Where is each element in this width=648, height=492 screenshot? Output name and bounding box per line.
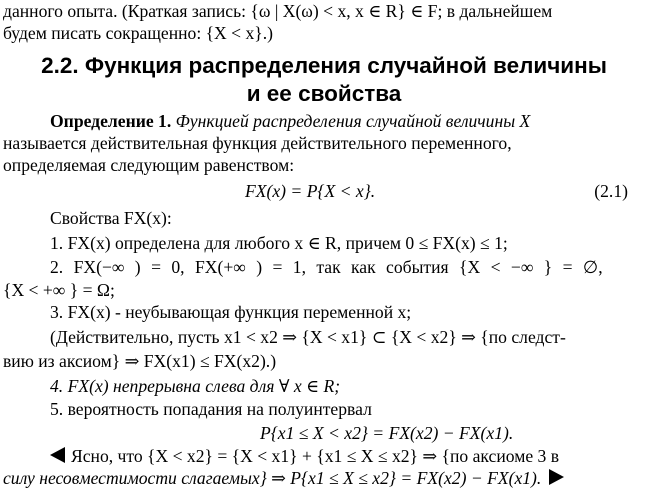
text-line-5: определяемая следующим равенством: — [3, 155, 295, 175]
property-4: 4. FX(x) непрерывна слева для ∀ x ∈ R; — [50, 376, 341, 396]
text-line-4: называется действительная функция действительного переменного, — [3, 133, 512, 153]
equation-number-2-1: (2.1) — [594, 181, 628, 201]
property-3-proof-line-1: (Действительно, пусть x1 < x2 ⇒ {X < x1} ⊂ {X < x2} ⇒ {по следст- — [50, 327, 566, 347]
definition-label: Определение 1. — [50, 111, 172, 131]
section-heading-line-2: и ее свойства — [246, 81, 402, 106]
property-2-line-2: {X < +∞ } = Ω; — [3, 280, 115, 300]
proof-line-1: Ясно, что {X < x2} = {X < x1} + {x1 ≤ X ≤ x2} ⇒ {по аксиоме 3 в — [50, 445, 559, 467]
text-line-1: данного опыта. (Краткая запись: {ω | X(ω) < x, x ∈ R} ∈ F; в дальнейшем — [3, 1, 553, 21]
property-3-proof-line-2: вию из аксиом} ⇒ FX(x1) ≤ FX(x2).) — [3, 351, 277, 371]
property-1: 1. FX(x) определена для любого x ∈ R, причем 0 ≤ FX(x) ≤ 1; — [50, 233, 508, 253]
proof-end-triangle-icon — [549, 469, 564, 485]
property-2-line-1: 2. FX(−∞ ) = 0, FX(+∞ ) = 1, так как события {X < −∞ } = ∅, — [50, 257, 603, 277]
properties-title: Свойства FX(x): — [50, 208, 172, 228]
proof-line-2: силу несовместимости слагаемых} ⇒ P{x1 ≤ X ≤ x2} = FX(x2) − FX(x1). — [3, 467, 564, 489]
equation-probability-interval: P{x1 ≤ X < x2} = FX(x2) − FX(x1). — [260, 423, 514, 443]
definition-line — [50, 110, 530, 132]
equation-2-1: FX(x) = P{X < x}. — [245, 181, 376, 201]
section-heading-line-1: 2.2. Функция распределения случайной величины — [41, 53, 607, 78]
definition-term: Функцией распределения случайной величины X — [175, 111, 531, 131]
property-3: 3. FX(x) - неубывающая функция переменной x; — [50, 302, 412, 322]
proof-start-triangle-icon — [50, 447, 65, 463]
text-line-2: будем писать сокращенно: {X < x}.) — [3, 23, 273, 43]
property-5: 5. вероятность попадания на полуинтервал — [50, 399, 372, 419]
